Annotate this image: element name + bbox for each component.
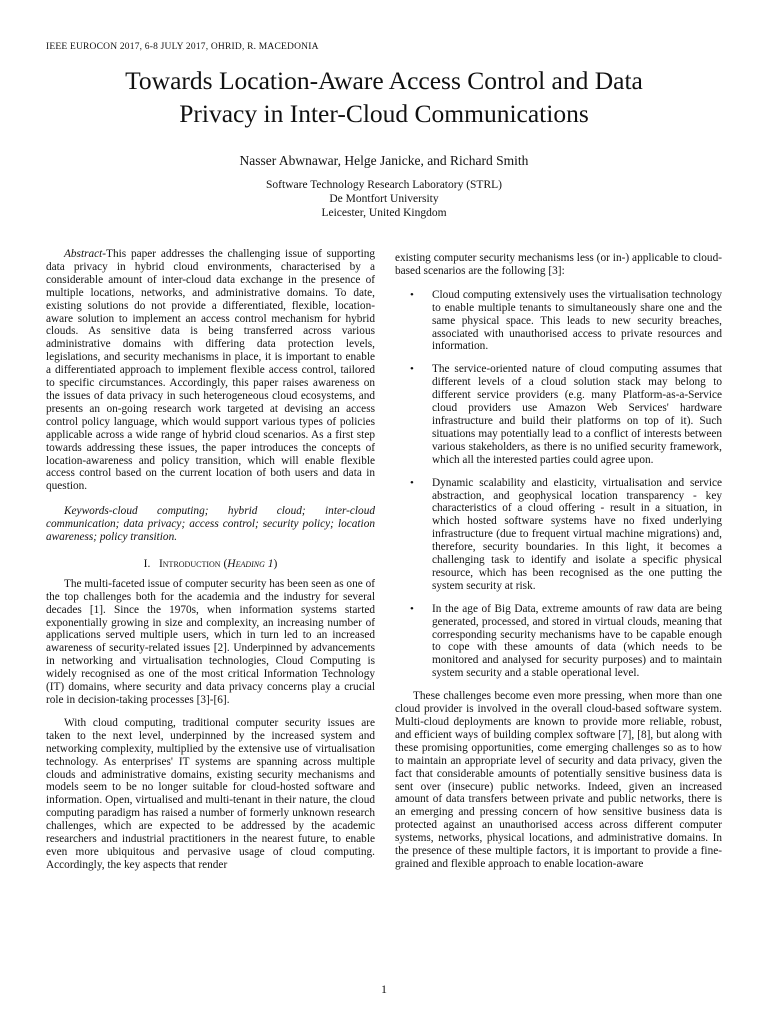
section-title: Introduction (158, 557, 221, 570)
abstract-text: This paper addresses the challenging issue of supporting data privacy in hybrid cloud environments, characterised by a considerable amount of inter-cloud data exchange in the presence of multiple locations, networks, and administrative domains. To date, existing solutions do not provide a differentiated, flexible, location-aware solution to implement an access control mechanism for hybrid clouds. As sensitive data is being transferred across various administrative domains with differing data protection levels, legislations, and security mechanisms in place, it is important to enable a differentiated approach to implement flexible access control, tailored to specific circumstances. Accordingly, this paper raises awareness on the issues of data privacy in such heterogeneous cloud ecosystems, and presents an on-going research work targeted at devising an access control policy language, which would support various types of policies applicable across a wide range of hybrid cloud scenarios. As a first step towards addressing these issues, the paper introduces the concepts of location-awareness and policy transition, which will enable flexible access control based on the current location of both users and data in question. (46, 248, 375, 493)
list-item-text: In the age of Big Data, extreme amounts of raw data are being generated, processed, and stored in virtual clouds, meaning that corresponding security mechanisms have to be capable enough to cope with these amounts of data (which needs to be monitored and analysed for security purposes) and to maintain system security and a stable operational level. (432, 602, 722, 680)
affiliation-lab: Software Technology Research Laboratory (STRL) (266, 179, 502, 191)
list-item (395, 477, 722, 593)
abstract-label: Abstract- (64, 248, 107, 260)
bullet-icon: • (410, 476, 414, 489)
abstract-paragraph (46, 248, 375, 493)
bullet-icon: • (410, 602, 414, 615)
continued-paragraph: existing computer security mechanisms less (or in-) applicable to cloud-based scenarios are the following [3]: (395, 252, 722, 277)
section-subtitle: Heading 1 (227, 557, 274, 570)
challenges-paragraph: These challenges become even more pressing, when more than one cloud provider is involved in the overall cloud-based software system. Multi-cloud deployments are known to provide more reliable, robust, and efficient ways of building complex software [7], [8], but along with these promising opportunities, come emerging challenges so as to how to maintain an appropriate level of security and data privacy, given the fact that considerable amounts of potentially sensitive business data is sent over (insecure) public networks. Indeed, given an increased amount of data transfers between private and public networks, there is an emerging and pressing concern of how sensitive business data is protected against an unauthorised access across different computer systems, networks, physical locations, and administrative domains. In the presence of these multiple factors, it is important to provide a fine-grained and flexible approach to enable location-aware (395, 690, 722, 870)
paper-title (40, 64, 728, 130)
section-numeral: I. (143, 557, 151, 570)
page-number: 1 (381, 982, 387, 996)
affiliation-university: De Montfort University (329, 193, 439, 205)
bullet-icon: • (410, 363, 414, 376)
bullet-list (395, 289, 722, 680)
intro-paragraph-2: With cloud computing, traditional computer security issues are taken to the next level, underpinned by the increased system and networking complexity, multiplied by the extensive use of virtualisation technology. As enterprises' IT systems are spanning across multiple clouds and administrative domains, existing security mechanisms and models seem to be no longer suitable for cloud-hosted software and information. Open, virtualised and multi-tenant in their nature, the cloud computing paradigm has raised a number of formerly unknown research challenges, which are expected to be addressed by the academic researchers and industrial practitioners in the nearest future, to enable even more ubiquitous and pervasive usage of cloud computing. Accordingly, the key aspects that render (46, 716, 375, 871)
list-item-text: Cloud computing extensively uses the virtualisation technology to enable multiple tenants to simultaneously share one and the same physical space. This leads to new security breaches, associated with unauthorised access to private resources and information. (432, 288, 722, 353)
section-heading-introduction: I. Introduction (Heading 1) (143, 557, 278, 570)
paper-title-line-2: Privacy in Inter-Cloud Communications (179, 99, 589, 128)
list-item (395, 289, 722, 354)
list-item (395, 603, 722, 680)
list-item (395, 363, 722, 466)
affiliation-block (40, 178, 728, 220)
conference-header: IEEE EUROCON 2017, 6-8 JULY 2017, OHRID, R. MACEDONIA (46, 42, 319, 52)
intro-paragraph-1: The multi-faceted issue of computer security has been seen as one of the top challenges both for the academia and the industry for several decades [1]. Since the 1970s, when information systems started exponentially growing in size and complexity, an increasing number of applications served multiple users, which in turn led to an increased awareness of security-related issues [2]. Underpinned by advancements in networking and virtualisation technologies, Cloud Computing is widely recognised as one of the most critical Information Technology (IT) domains, where security and data privacy concerns play a crucial role in decision-taking processes [3]-[6]. (46, 577, 375, 706)
left-column (46, 248, 375, 872)
keywords-paragraph: Keywords-cloud computing; hybrid cloud; inter-cloud communication; data privacy; access control; security policy; location awareness; policy transition. (46, 505, 375, 544)
paper-title-line-1: Towards Location-Aware Access Control and Data (125, 66, 643, 95)
affiliation-city: Leicester, United Kingdom (321, 207, 447, 219)
right-column (395, 252, 722, 871)
author-list: Nasser Abwnawar, Helge Janicke, and Richard Smith (239, 153, 529, 168)
list-item-text: Dynamic scalability and elasticity, virtualisation and service abstraction, and geophysical location transparency - key characteristics of a cloud offering - result in a situation, in which hosted software systems have no fixed underlying infrastructure (due to frequent virtual machine migrations) and, therefore, security boundaries. In this light, it becomes a challenging task to identify and isolate a specific physical resource, which has been recognised as the one putting the system security at risk. (432, 476, 722, 592)
list-item-text: The service-oriented nature of cloud computing assumes that different levels of a cloud solution stack may belong to different service providers (e.g. many Platform-as-a-Service cloud providers use Amazon Web Services' hardware infrastructure and build their platforms on top of it). Such situations may potentially lead to a conflict of interests between various stakeholders, as there is no unified security framework, which all the interested parties could agree upon. (432, 363, 722, 466)
bullet-icon: • (410, 288, 414, 301)
